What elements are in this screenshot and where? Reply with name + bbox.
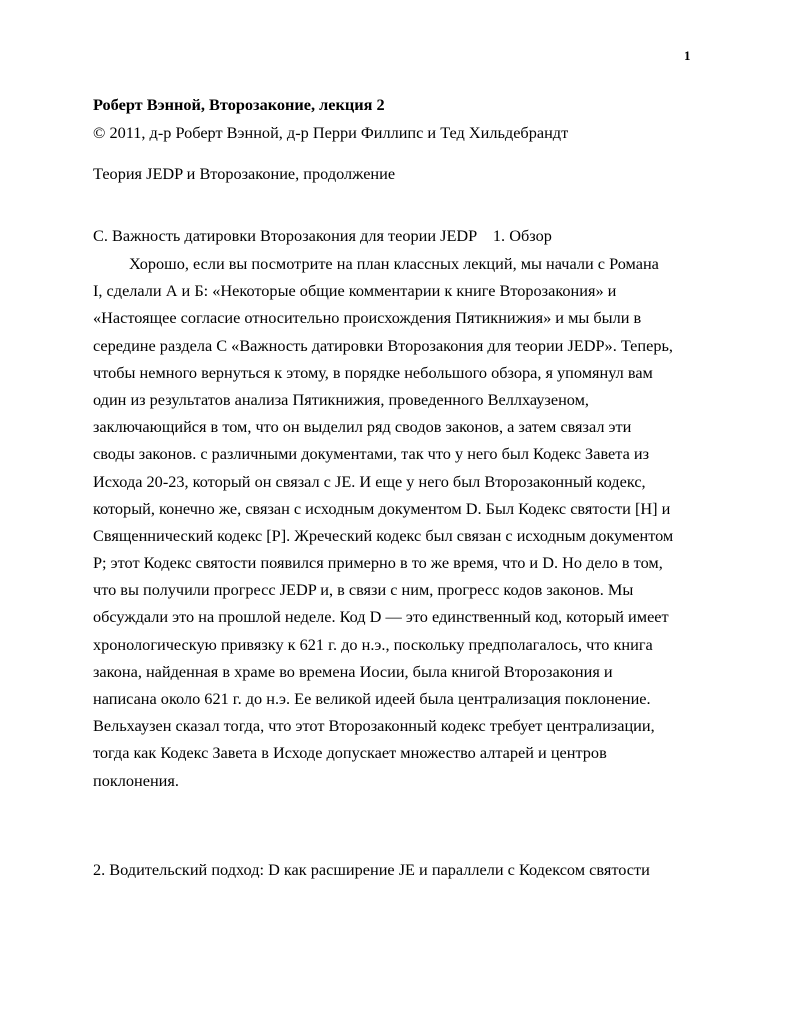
paragraph-line: «Настоящее согласие относительно происхождения Пятикнижия» и мы были в (93, 308, 642, 328)
paragraph-line: написана около 621 г. до н.э. Ее великой идеей была централизация поклонение. (93, 689, 651, 708)
document-subtitle: Теория JEDP и Второзаконие, продолжение (93, 164, 396, 183)
paragraph-line: который, конечно же, связан с исходным документом D. Был Кодекс святости [H] и (93, 498, 671, 518)
paragraph-line: закона, найденная в храме во времена Иосии, была книгой Второзакония и (93, 661, 613, 681)
paragraph-line: середине раздела С «Важность датировки Второзакония для теории JEDP». Теперь, (93, 335, 673, 355)
paragraph-line: своды законов. с различными документами, так что у него был Кодекс Завета из (93, 444, 650, 464)
paragraph-line: чтобы немного вернуться к этому, в порядке небольшого обзора, я упомянул вам (93, 362, 653, 382)
paragraph-line: Хорошо, если вы посмотрите на план классных лекций, мы начали с Романа (129, 254, 659, 273)
paragraph-line: один из результатов анализа Пятикнижия, проведенного Веллхаузеном, (93, 389, 590, 409)
paragraph-line: заключающийся в том, что он выделил ряд сводов законов, а затем связал эти (93, 417, 632, 437)
paragraph-line: P; этот Кодекс святости появился примерно в то же время, что и D. Но дело в том, (93, 553, 663, 573)
paragraph-line: поклонения. (93, 770, 179, 790)
paragraph-line: хронологическую привязку к 621 г. до н.э., поскольку предполагалось, что книга (93, 634, 653, 654)
body-paragraph (93, 250, 693, 794)
paragraph-line: Вельхаузен сказал тогда, что этот Второзаконный кодекс требует централизации, (93, 716, 655, 736)
paragraph-line: тогда как Кодекс Завета в Исходе допускает множество алтарей и центров (93, 743, 607, 763)
document-title: Роберт Вэнной, Второзаконие, лекция 2 (93, 95, 385, 114)
paragraph-line: что вы получили прогресс JEDP и, в связи с ним, прогресс кодов законов. Мы (93, 580, 634, 600)
paragraph-line: обсуждали это на прошлой неделе. Код D — это единственный код, который имеет (93, 607, 669, 627)
paragraph-line: I, сделали А и Б: «Некоторые общие комментарии к книге Второзакония» и (93, 281, 617, 301)
subsection-heading: 2. Водительский подход: D как расширение JE и параллели с Кодексом святости (93, 860, 650, 879)
paragraph-line: Исхода 20-23, который он связал с JE. И еще у него был Второзаконный кодекс, (93, 471, 646, 491)
copyright-line: © 2011, д-р Роберт Вэнной, д-р Перри Филлипс и Тед Хильдебрандт (93, 123, 569, 142)
section-heading: C. Важность датировки Второзакония для теории JEDP 1. Обзор (93, 226, 552, 245)
paragraph-line: Священнический кодекс [P]. Жреческий кодекс был связан с исходным документом (93, 525, 674, 545)
page-number: 1 (684, 48, 691, 63)
